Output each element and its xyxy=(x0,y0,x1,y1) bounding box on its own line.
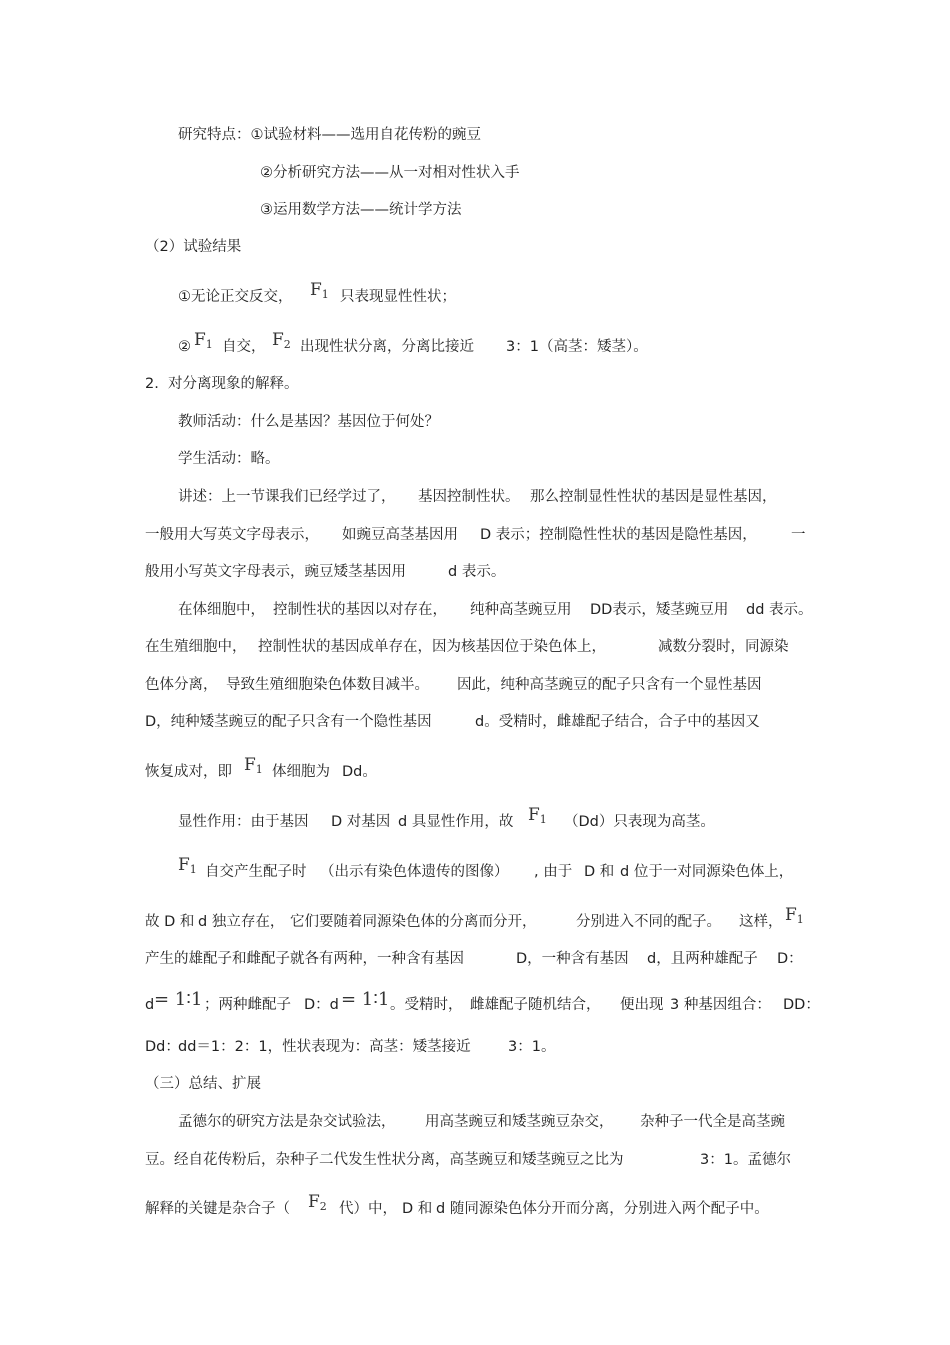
text-line: 一 xyxy=(791,527,806,543)
text-line: 纯种高茎豌豆用 xyxy=(470,602,572,618)
text-line: 学生活动：略。 xyxy=(178,451,280,467)
text-line: （出示有染色体遗传的图像） xyxy=(320,864,509,880)
text-line: 便出现 xyxy=(620,997,664,1013)
text-line: 色体分离， xyxy=(145,677,218,693)
text-line: 产生的雄配子和雌配子就各有两种，一种含有基因 xyxy=(145,951,464,967)
ratio-formula: = 1∶1 xyxy=(341,989,390,1010)
text-line: 般用小写英文字母表示，豌豆矮茎基因用 xyxy=(145,564,406,580)
text-line: DD表示，矮茎豌豆用 xyxy=(590,602,729,618)
text-line: 在体细胞中， xyxy=(178,602,265,618)
text-line: ；两种雌配子 xyxy=(204,997,291,1013)
text-line: 减数分裂时，同源染 xyxy=(658,639,789,655)
text-line: ② xyxy=(178,339,191,355)
formula-f1: $F_1$ xyxy=(178,855,197,876)
section-heading: （三）总结、扩展 xyxy=(145,1076,261,1092)
text-line: dd 表示。 xyxy=(746,602,813,618)
text-line: d 随同源染色体分开而分离，分别进入两个配子中。 xyxy=(436,1201,769,1217)
text-line: dd＝1：2：1，性状表现为：高茎：矮茎接近 xyxy=(178,1039,471,1055)
text-line: 故 D 和 xyxy=(145,914,195,930)
text-line: 只表现显性性状； xyxy=(340,289,456,305)
text-line: d 位于一对同源染色体上， xyxy=(620,864,794,880)
text-line: D，一种含有基因 xyxy=(516,951,629,967)
text-line: 代）中， xyxy=(339,1201,397,1217)
text-line: d 具显性作用，故 xyxy=(398,814,514,830)
text-line: 雌雄配子随机结合， xyxy=(470,997,601,1013)
text-line: ③运用数学方法——统计学方法 xyxy=(260,202,462,218)
text-line: 那么控制显性性状的基因是显性基因， xyxy=(530,489,777,505)
formula-f1: $F_1$ xyxy=(244,755,263,776)
text-line: D 和 xyxy=(402,1201,433,1217)
text-line: DD： xyxy=(783,997,820,1013)
text-line: D 对基因 xyxy=(331,814,391,830)
formula-f1: $F_1$ xyxy=(310,280,329,301)
text-line: 教师活动：什么是基因？基因位于何处？ xyxy=(178,414,439,430)
text-line: 讲述：上一节课我们已经学过了， xyxy=(178,489,396,505)
text-line: ①无论正交反交， xyxy=(178,289,293,305)
text-line: 。受精时， xyxy=(390,997,463,1013)
ratio-formula: = 1∶1 xyxy=(154,989,203,1010)
text-line: 它们要随着同源染色体的分离而分开， xyxy=(290,914,537,930)
text-line: Dd。 xyxy=(342,764,377,780)
formula-f1: $F_1$ xyxy=(785,905,804,926)
text-line: d 独立存在， xyxy=(198,914,285,930)
text-line: d 表示。 xyxy=(448,564,506,580)
text-line: 基因控制性状。 xyxy=(418,489,520,505)
text-line: 豆。经自花传粉后，杂种子二代发生性状分离，高茎豌豆和矮茎豌豆之比为 xyxy=(145,1152,624,1168)
text-line: 分别进入不同的配子。 xyxy=(576,914,721,930)
text-line: d，且两种雄配子 xyxy=(647,951,758,967)
text-line: 3：1。孟德尔 xyxy=(700,1152,791,1168)
text-line: （Dd）只表现为高茎。 xyxy=(564,814,715,830)
text-line: d。受精时，雌雄配子结合，合子中的基因又 xyxy=(475,714,760,730)
text-line: 控制性状的基因成单存在，因为核基因位于染色体上， xyxy=(258,639,606,655)
text-line: 显性作用：由于基因 xyxy=(178,814,309,830)
text-line: 3 种基因组合： xyxy=(670,997,771,1013)
text-line: 体细胞为 xyxy=(272,764,330,780)
text-line: 孟德尔的研究方法是杂交试验法， xyxy=(178,1114,396,1130)
text-line: 自交产生配子时 xyxy=(205,864,307,880)
formula-f1: $F_1$ xyxy=(194,330,213,351)
text-line: 一般用大写英文字母表示， xyxy=(145,527,319,543)
text-line: D 表示；控制隐性性状的基因是隐性基因， xyxy=(480,527,757,543)
text-line: 出现性状分离，分离比接近 xyxy=(300,339,474,355)
text-line: D 和 xyxy=(584,864,615,880)
text-line: 这样， xyxy=(739,914,783,930)
formula-f1: $F_1$ xyxy=(528,805,547,826)
text-line: 导致生殖细胞染色体数目减半。 xyxy=(226,677,429,693)
text-line: 自交， xyxy=(222,339,266,355)
text-line: D：d xyxy=(304,997,339,1013)
text-line: d xyxy=(145,997,155,1013)
text-line: ②分析研究方法——从一对相对性状入手 xyxy=(260,165,520,181)
text-line: 因此，纯种高茎豌豆的配子只含有一个显性基因 xyxy=(457,677,762,693)
text-line: 3：1。 xyxy=(508,1039,556,1055)
section-heading: 2. 对分离现象的解释。 xyxy=(145,376,299,392)
text-line: D： xyxy=(777,951,803,967)
text-line: 解释的关键是杂合子（ xyxy=(145,1201,290,1217)
text-line: 杂种子一代全是高茎豌 xyxy=(640,1114,785,1130)
section-heading: （2）试验结果 xyxy=(145,239,242,255)
text-line: 控制性状的基因以对存在， xyxy=(273,602,447,618)
text-line: 如豌豆高茎基因用 xyxy=(342,527,458,543)
text-line: 恢复成对，即 xyxy=(145,764,232,780)
text-line: 在生殖细胞中， xyxy=(145,639,247,655)
text-line: Dd： xyxy=(145,1039,180,1055)
text-line: , 由于 xyxy=(534,864,573,880)
formula-f2: $F_2$ xyxy=(272,330,291,351)
formula-f2: $F_2$ xyxy=(308,1192,327,1213)
text-line: 用高茎豌豆和矮茎豌豆杂交， xyxy=(425,1114,614,1130)
text-line: D，纯种矮茎豌豆的配子只含有一个隐性基因 xyxy=(145,714,432,730)
text-line: 研究特点：①试验材料——选用自花传粉的豌豆 xyxy=(178,127,481,143)
text-line: 3：1（高茎：矮茎）。 xyxy=(506,339,648,355)
